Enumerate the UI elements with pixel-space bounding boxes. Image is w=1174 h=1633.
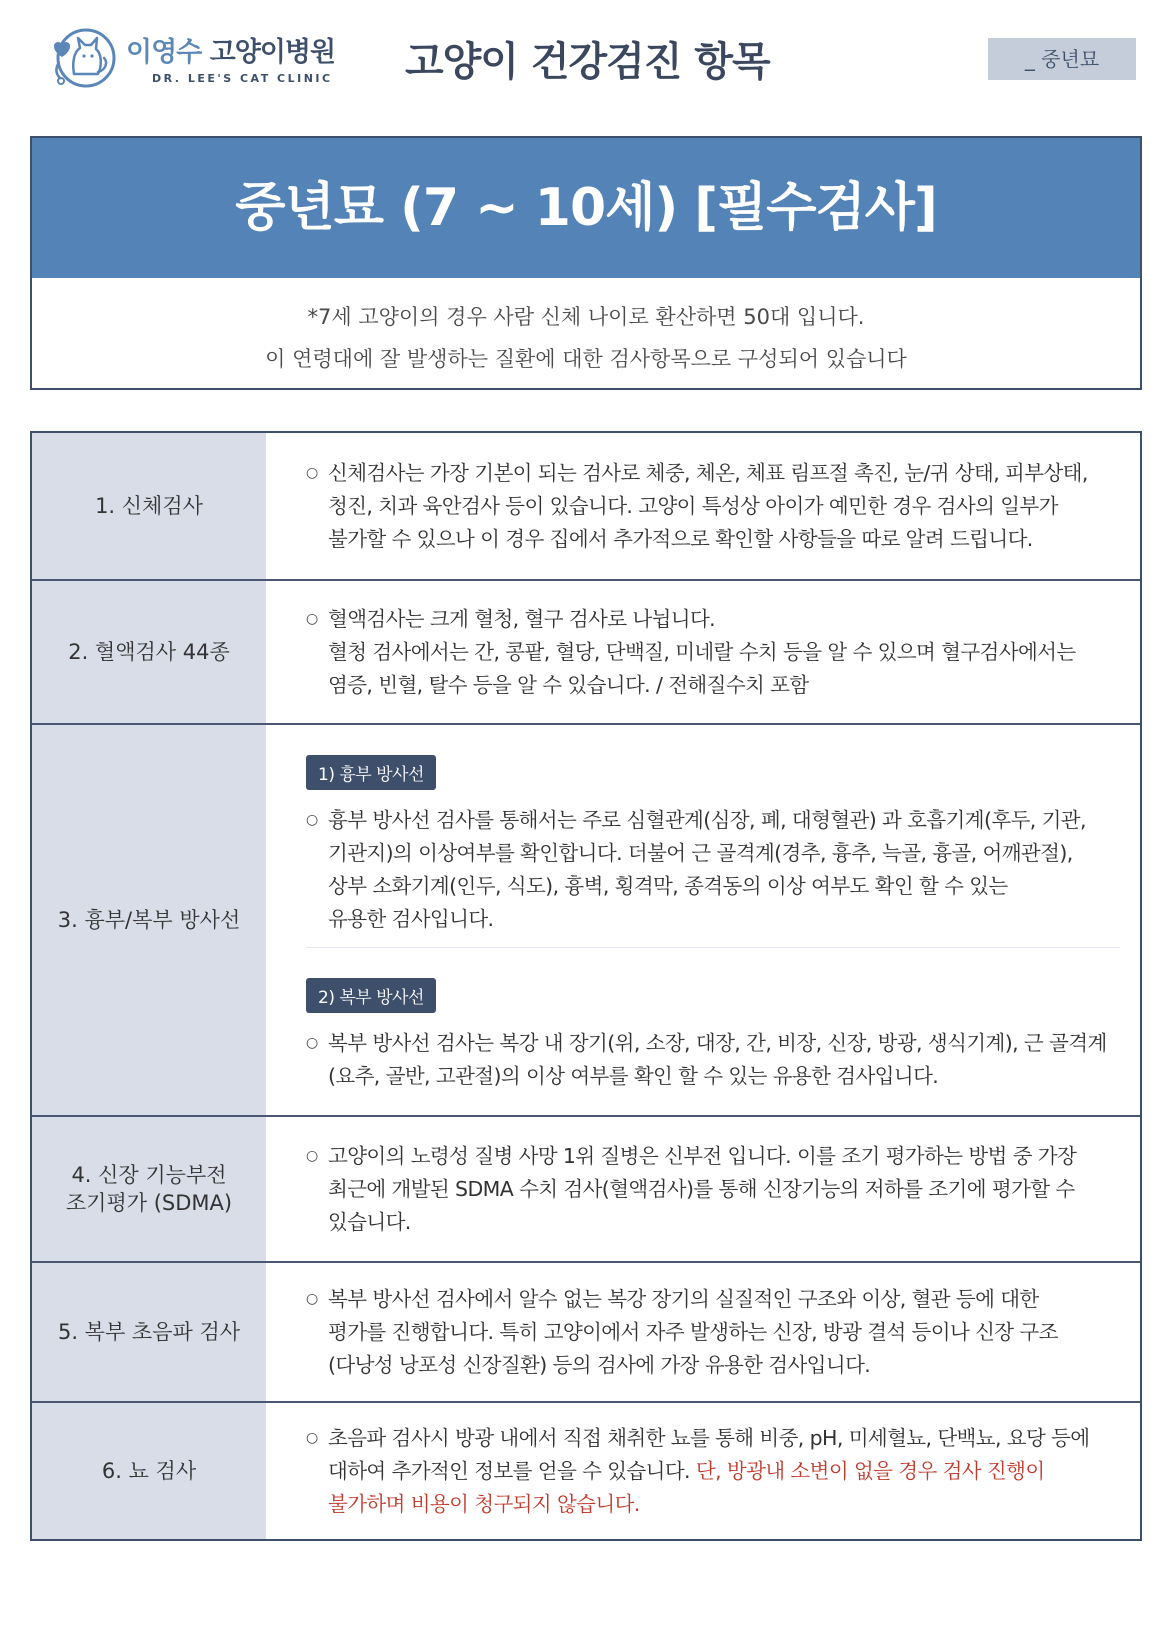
- description-paragraph: [306, 1283, 1120, 1382]
- bullet-icon: ○: [306, 812, 318, 828]
- bullet-icon: ○: [306, 1290, 318, 1307]
- row-label: 5. 복부 초음파 검사: [32, 1263, 266, 1401]
- banner-title: 중년묘 (7 ~ 10세) [필수검사]: [32, 138, 1140, 278]
- clinic-name: [126, 30, 335, 69]
- description-paragraph: [306, 804, 1120, 936]
- warning-text: 불가하며 비용이 청구되지 않습니다.: [328, 1491, 640, 1516]
- text-line: 혈청 검사에서는 간, 콩팥, 혈당, 단백질, 미네랄 수치 등을 알 수 있으며 혈구검사에서는: [328, 639, 1076, 664]
- abdomen-xray-subsection: [306, 947, 1120, 1115]
- text-line: (다낭성 낭포성 신장질환) 등의 검사에 가장 유용한 검사입니다.: [328, 1352, 871, 1377]
- row-description: [266, 581, 1140, 723]
- row-description: [266, 1263, 1140, 1401]
- text-line: 고양이의 노령성 질병 사망 1위 질병은 신부전 입니다. 이를 조기 평가하는 방법 중 가장: [328, 1143, 1077, 1168]
- row-label: 1. 신체검사: [32, 433, 266, 579]
- table-row: [32, 1263, 1140, 1403]
- text-normal: 대하여 추가적인 정보를 얻을 수 있습니다.: [328, 1458, 696, 1483]
- document-title: 고양이 건강검진 항목: [405, 39, 770, 85]
- row-label: 3. 흉부/복부 방사선: [32, 725, 266, 1115]
- text-line: [328, 1455, 1120, 1488]
- text-line: 유용한 검사입니다.: [328, 907, 494, 931]
- text-line: 흉부 방사선 검사를 통해서는 주로 심혈관계(심장, 폐, 대형혈관) 과 호흡기계(후두, 기관,: [328, 808, 1086, 832]
- table-row: [32, 433, 1140, 581]
- row-description: [266, 1117, 1140, 1261]
- row-label-line: 조기평가 (SDMA): [65, 1191, 233, 1215]
- row-label: [32, 1117, 266, 1261]
- text-line: 복부 방사선 검사에서 알수 없는 복강 장기의 실질적인 구조와 이상, 혈관 등에 대한: [328, 1286, 1039, 1311]
- row-label: 6. 뇨 검사: [32, 1403, 266, 1539]
- exam-items-table: [30, 431, 1142, 1541]
- subsection-pill: 2) 복부 방사선: [306, 978, 436, 1013]
- description-paragraph: [306, 457, 1120, 556]
- bullet-icon: ○: [306, 1429, 318, 1446]
- clinic-name-en: DR. LEE'S CAT CLINIC: [152, 72, 333, 85]
- clinic-name-part1: 이영수: [126, 37, 202, 68]
- text-line: 있습니다.: [328, 1209, 411, 1234]
- chest-xray-subsection: [306, 725, 1120, 947]
- text-line: 신체검사는 가장 기본이 되는 검사로 체중, 체온, 체표 림프절 촉진, 눈/귀 상태, 피부상태,: [328, 460, 1088, 485]
- table-row: [32, 1117, 1140, 1263]
- text-line: 청진, 치과 육안검사 등이 있습니다. 고양이 특성상 아이가 예민한 경우 검사의 일부가: [328, 493, 1058, 518]
- description-paragraph: [306, 1140, 1120, 1239]
- row-description: [266, 433, 1140, 579]
- category-tag: _ 중년묘: [988, 38, 1136, 80]
- age-group-banner: [30, 136, 1142, 390]
- text-line: 복부 방사선 검사는 복강 내 장기(위, 소장, 대장, 간, 비장, 신장, 방광, 생식기계), 근 골격계: [328, 1031, 1107, 1055]
- description-paragraph: [306, 603, 1120, 702]
- table-row: [32, 725, 1140, 1117]
- subsection-pill: 1) 흉부 방사선: [306, 755, 436, 790]
- banner-note: [32, 278, 1140, 380]
- text-line: 염증, 빈혈, 탈수 등을 알 수 있습니다. / 전해질수치 포함: [328, 672, 809, 697]
- clinic-name-part2: 고양이병원: [209, 37, 336, 68]
- text-line: 상부 소화기계(인두, 식도), 흉벽, 횡격막, 종격동의 이상 여부도 확인 할 수 있는: [328, 874, 1008, 898]
- bullet-icon: ○: [306, 1035, 318, 1051]
- description-paragraph: [306, 1027, 1120, 1093]
- bullet-icon: ○: [306, 610, 318, 627]
- text-line: 초음파 검사시 방광 내에서 직접 채취한 뇨를 통해 비중, pH, 미세혈뇨, 단백뇨, 요당 등에: [328, 1425, 1090, 1450]
- clinic-logo: [44, 24, 344, 92]
- row-description: [266, 1403, 1140, 1539]
- banner-note-line: *7세 고양이의 경우 사람 신체 나이로 환산하면 50대 입니다.: [307, 305, 865, 329]
- text-line: 평가를 진행합니다. 특히 고양이에서 자주 발생하는 신장, 방광 결석 등이나 신장 구조: [328, 1319, 1058, 1344]
- row-description: [266, 725, 1140, 1115]
- warning-text: 단, 방광내 소변이 없을 경우 검사 진행이: [695, 1458, 1045, 1483]
- table-row: [32, 581, 1140, 725]
- text-line: (요추, 골반, 고관절)의 이상 여부를 확인 할 수 있는 유용한 검사입니다.: [328, 1064, 939, 1088]
- banner-note-line: 이 연령대에 잘 발생하는 질환에 대한 검사항목으로 구성되어 있습니다: [265, 347, 907, 371]
- text-line: 기관지)의 이상여부를 확인합니다. 더불어 근 골격계(경추, 흉추, 늑골, 흉골, 어깨관절),: [328, 841, 1073, 865]
- text-line: 최근에 개발된 SDMA 수치 검사(혈액검사)를 통해 신장기능의 저하를 조기에 평가할 수: [328, 1176, 1075, 1201]
- table-row: [32, 1403, 1140, 1539]
- text-line: 불가할 수 있으나 이 경우 집에서 추가적으로 확인할 사항들을 따로 알려 드립니다.: [328, 526, 1033, 551]
- row-label: 2. 혈액검사 44종: [32, 581, 266, 723]
- bullet-icon: ○: [306, 1147, 318, 1164]
- cat-logo-icon: [44, 24, 120, 92]
- description-paragraph: [306, 1422, 1120, 1521]
- row-label-line: 4. 신장 기능부전: [71, 1163, 227, 1187]
- text-line: 혈액검사는 크게 혈청, 혈구 검사로 나뉩니다.: [328, 606, 716, 631]
- bullet-icon: ○: [306, 464, 318, 481]
